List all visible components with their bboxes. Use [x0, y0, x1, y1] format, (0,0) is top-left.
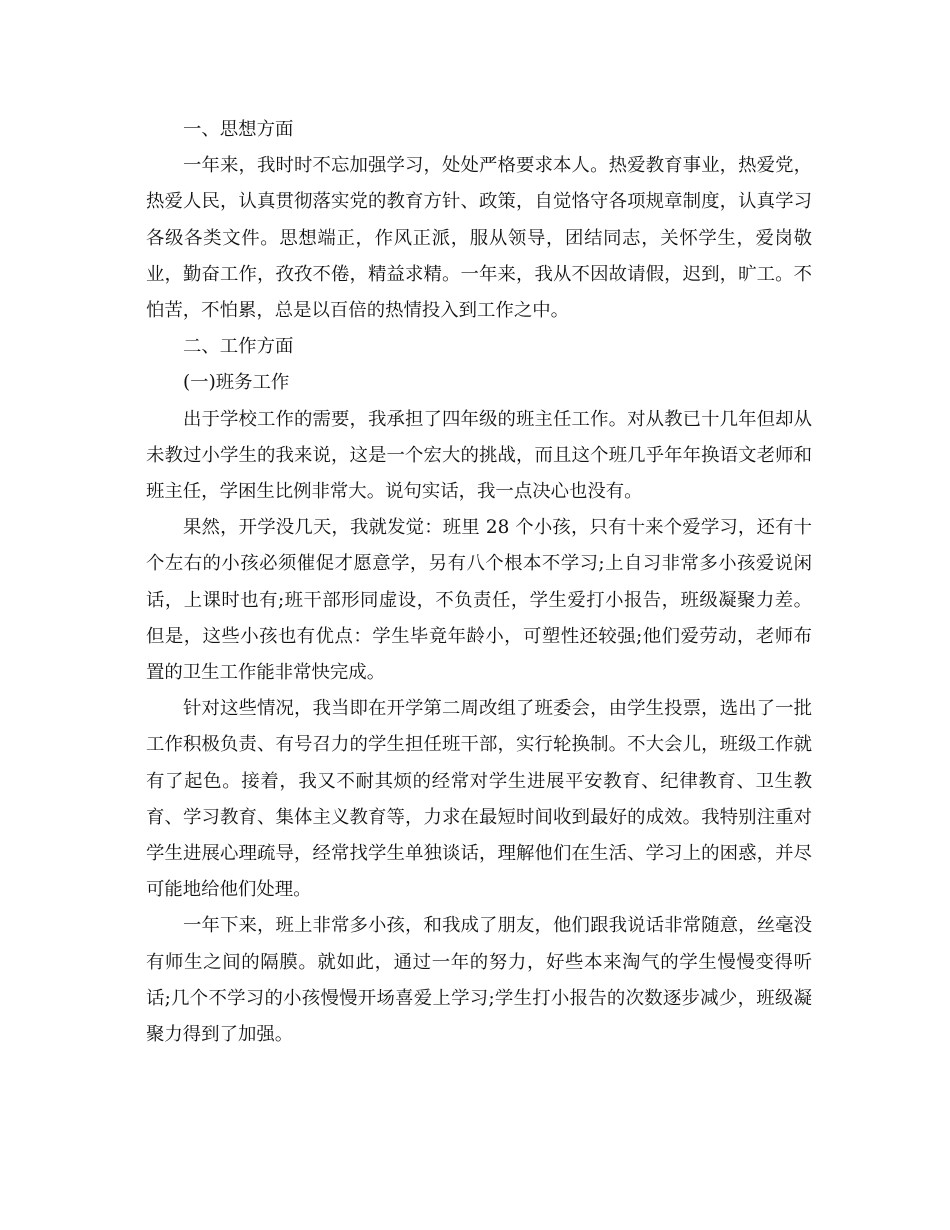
- paragraph-thought: 一年来，我时时不忘加强学习，处处严格要求本人。热爱教育事业，热爱党，热爱人民，认真贯彻落实党的教育方针、政策，自觉恪守各项规章制度，认真学习各级各类文件。思想端正，作风正派，服从领导，团结同志，关怀学生，爱岗敬业，勤奋工作，孜孜不倦，精益求精。一年来，我从不因故请假，迟到，旷工。不怕苦，不怕累，总是以百倍的热情投入到工作之中。: [146, 155, 812, 322]
- document-body: [146, 112, 812, 1053]
- paragraph-results: 一年下来，班上非常多小孩，和我成了朋友，他们跟我说话非常随意，丝毫没有师生之间的隔膜。就如此，通过一年的努力，好些本来淘气的学生慢慢变得听话;几个不学习的小孩慢慢开场喜爱上学习;学生打小报告的次数逐步减少，班级凝聚力得到了加强。: [146, 915, 812, 1046]
- paragraph-measures: 针对这些情况，我当即在开学第二周改组了班委会，由学生投票，选出了一批工作积极负责、有号召力的学生担任班干部，实行轮换制。不大会儿，班级工作就有了起色。接着，我又不耐其烦的经常对学生进展平安教育、纪律教育、卫生教育、学习教育、集体主义教育等，力求在最短时间收到最好的成效。我特别注重对学生进展心理疏导，经常找学生单独谈话，理解他们在生活、学习上的困惑，并尽可能地给他们处理。: [146, 698, 812, 901]
- section-heading-thought: 一、思想方面: [183, 119, 294, 140]
- section-heading-work: 二、工作方面: [183, 336, 294, 358]
- paragraph-class-situation: 果然，开学没几天，我就发觉：班里 28 个小孩，只有十来个爱学习，还有十个左右的小孩必须催促才愿意学，另有八个根本不学习;上自习非常多小孩爱说闲话，上课时也有;班干部形同虚设，不负责任，学生爱打小报告，班级凝聚力差。但是，这些小孩也有优点：学生毕竟年龄小，可塑性还较强;他们爱劳动，老师布置的卫生工作能非常快完成。: [146, 517, 812, 684]
- subsection-heading-class-affairs: (一)班务工作: [183, 372, 290, 394]
- paragraph-class-assignment: 出于学校工作的需要，我承担了四年级的班主任工作。对从教已十几年但却从未教过小学生的我来说，这是一个宏大的挑战，而且这个班几乎年年换语文老师和班主任，学困生比例非常大。说句实话，我一点决心也没有。: [146, 408, 812, 503]
